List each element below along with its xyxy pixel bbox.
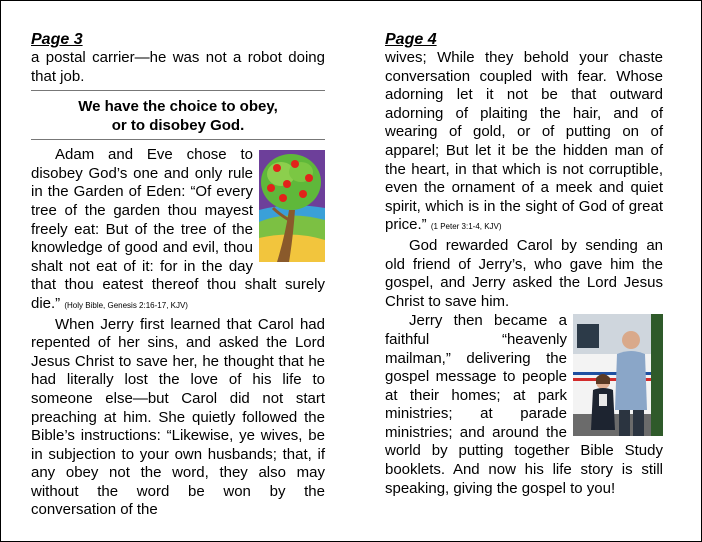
- page-4-paragraph-3: Jerry then became a faithful “heavenly mailman,” delivering the gospel message to people at their homes; at park ministries; at parade ministries; and around the world by putting together Bible Study booklets. And now his life story is still speaking, giving the gospel to you!: [385, 312, 663, 497]
- page-3-intro: a postal carrier—he was not a robot doing that job.: [31, 49, 325, 85]
- page-4: [385, 31, 663, 498]
- apple-tree-illustration: [259, 150, 325, 262]
- page-3-label: Page 3: [31, 31, 83, 48]
- page-3-paragraph-2: When Jerry first learned that Carol had repented of her sins, and asked the Lord Jesus Christ to save her, he thought that he had literally lost the love of his life to someone else—but Carol did not start preaching at him. She quietly followed the Bible’s instructions: “Likewise, ye wives, be in subjection to your own husbands; that, if any obey not the word, they also may without the word be won by the conversation of the: [31, 315, 325, 519]
- page-4-paragraph-1-text: wives; While they behold your chaste conversation coupled with fear. Whose adorning let it not be that outward adorning of plaiting the hair, and of wearing of gold, or of putting on of apparel; But let it be the hidden man of the heart, in that which is not corruptible, even the ornament of a meek and quiet spirit, which is in the sight of God of great price.”: [385, 49, 663, 234]
- callout-line-1: We have the choice to obey,: [78, 98, 278, 116]
- callout-line-2: or to disobey God.: [111, 117, 245, 135]
- peter-reference: (1 Peter 3:1-4, KJV): [430, 222, 502, 232]
- mailman-photo: [573, 314, 663, 436]
- page-4-paragraph-2: God rewarded Carol by sending an old friend of Jerry’s, who gave him the gospel, and Jerry asked the Lord Jesus Christ to save him.: [385, 236, 663, 310]
- page-3: [31, 31, 325, 520]
- choice-callout: [31, 90, 325, 140]
- page-4-paragraph-1: [385, 49, 663, 237]
- page-4-label: Page 4: [385, 31, 437, 48]
- page-3-paragraph-1-text: Adam and Eve chose to disobey God’s one and only rule in the Garden of Eden: “Of every tree of the garden thou mayest freely eat: But of the tree of the knowledge of good and evil, thou shalt not eat of it: for in the day that thou eatest thereof thou shalt surely die.”: [31, 146, 325, 312]
- genesis-reference: (Holy Bible, Genesis 2:16-17, KJV): [64, 300, 188, 310]
